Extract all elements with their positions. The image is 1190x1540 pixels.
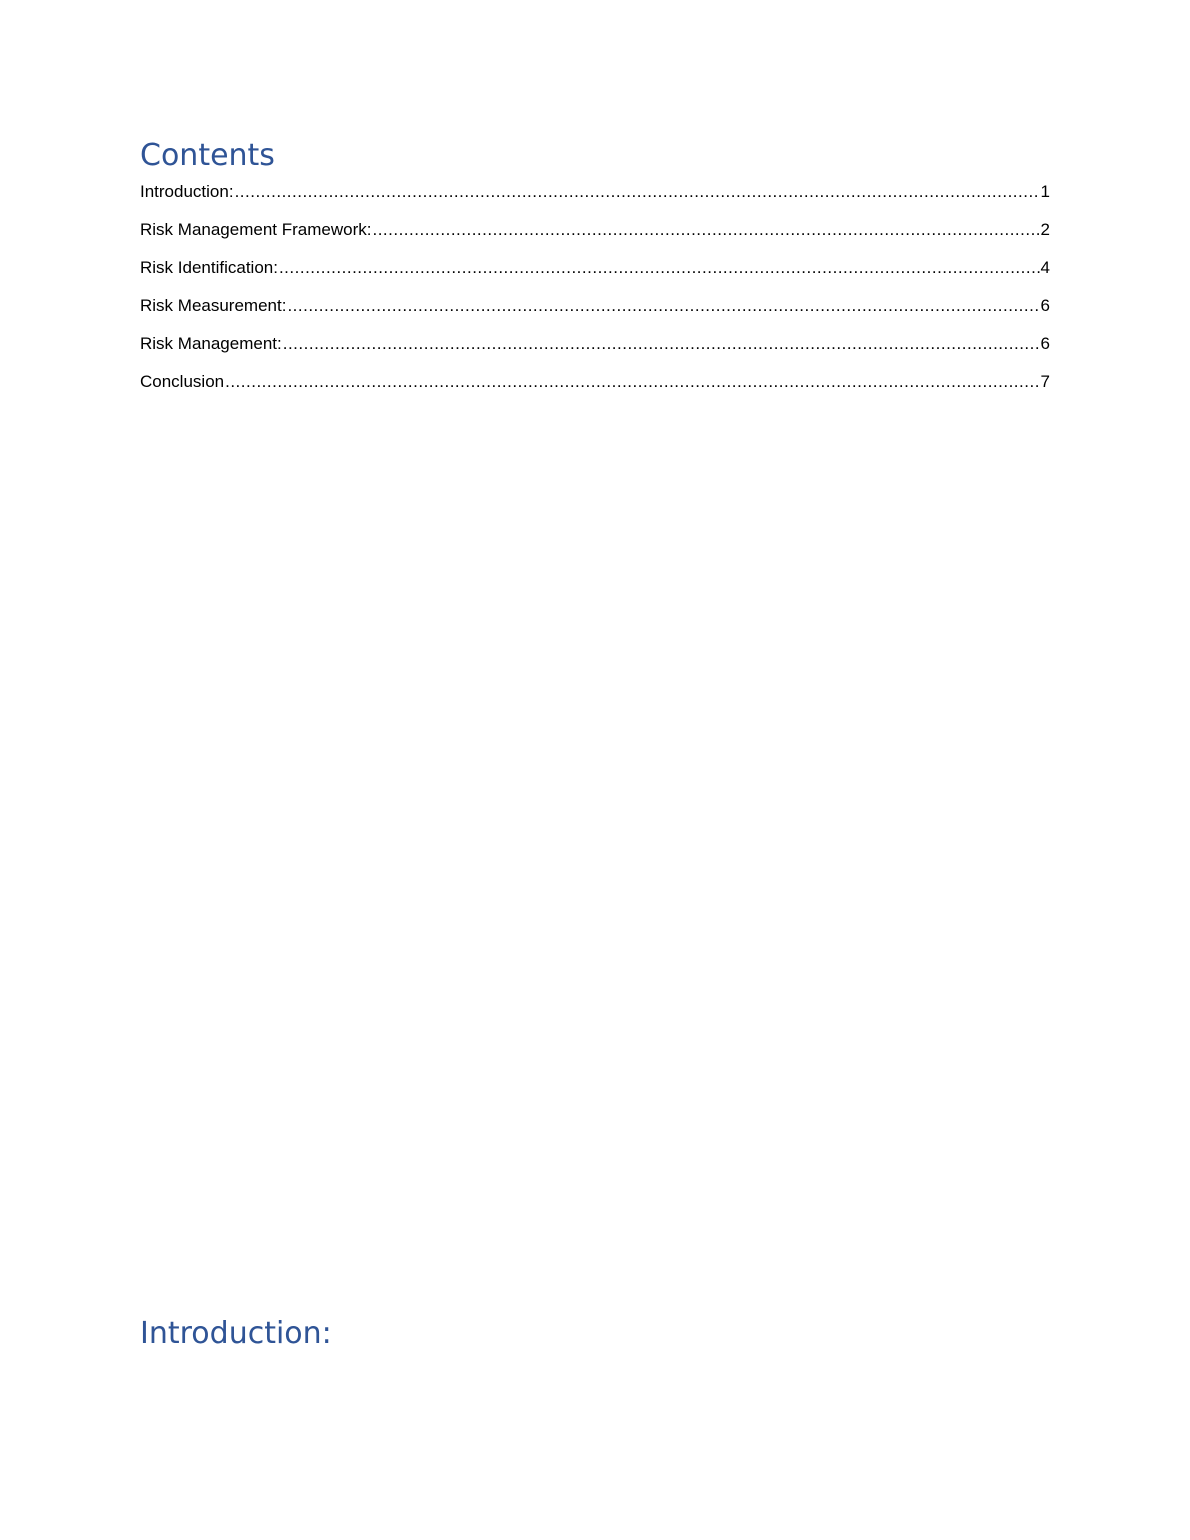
toc-entry-conclusion[interactable] — [140, 368, 1050, 406]
toc-entry-page-number: 6 — [1040, 296, 1050, 315]
toc-entry-title: Risk Identification: — [140, 258, 278, 277]
toc-dot-leader — [283, 330, 1040, 358]
toc-entry-risk-measurement[interactable] — [140, 292, 1050, 330]
toc-entry-risk-management-framework[interactable] — [140, 216, 1050, 254]
toc-entry-title: Risk Management Framework: — [140, 220, 372, 239]
toc-entry-title: Risk Management: — [140, 334, 282, 353]
toc-dot-leader — [372, 216, 1039, 244]
toc-entry-risk-identification[interactable] — [140, 254, 1050, 292]
toc-heading: Contents — [140, 138, 275, 173]
toc-entry-page-number: 2 — [1040, 220, 1050, 239]
section-heading-introduction: Introduction: — [140, 1316, 332, 1351]
toc-dot-leader — [225, 368, 1039, 396]
toc-entry-page-number: 1 — [1040, 182, 1050, 201]
toc-dot-leader — [279, 254, 1040, 282]
toc-entry-title: Introduction: — [140, 182, 234, 201]
toc-dot-leader — [287, 292, 1039, 320]
table-of-contents — [140, 178, 1050, 406]
toc-entry-page-number: 7 — [1040, 372, 1050, 391]
toc-entry-title: Risk Measurement: — [140, 296, 287, 315]
toc-dot-leader — [235, 178, 1040, 206]
toc-entry-title: Conclusion — [140, 372, 225, 391]
toc-entry-introduction[interactable] — [140, 178, 1050, 216]
toc-entry-page-number: 4 — [1040, 258, 1050, 277]
toc-entry-risk-management[interactable] — [140, 330, 1050, 368]
toc-entry-page-number: 6 — [1040, 334, 1050, 353]
